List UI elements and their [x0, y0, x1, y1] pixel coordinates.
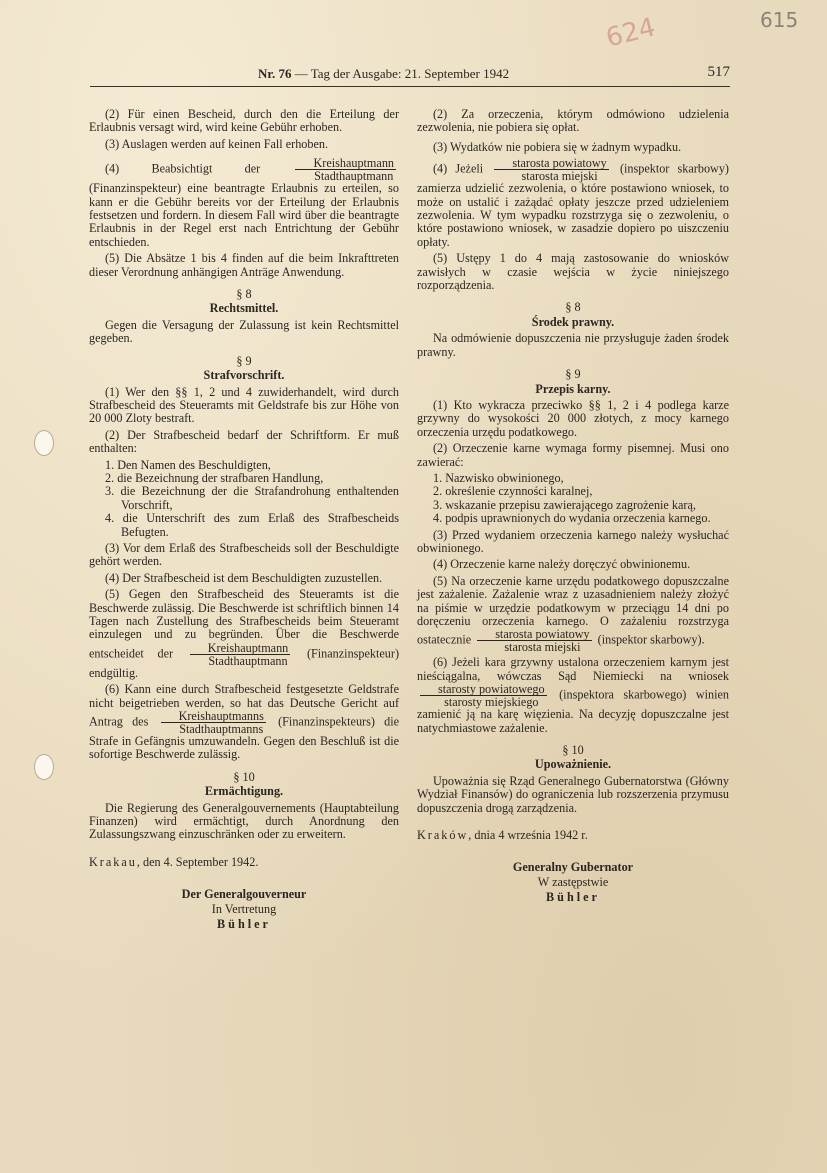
paragraph: (2) Orzeczenie karne wymaga formy pisemnej. Musi ono zawierać:: [417, 441, 729, 469]
issue-line: [258, 66, 509, 82]
list-item: 2. die Bezeichnung der strafbaren Handlung,: [105, 470, 324, 485]
paragraph: (5) Die Absätze 1 bis 4 finden auf die beim Inkrafttreten dieser Verordnung anhängigen Anträge Anwendung.: [89, 251, 399, 279]
text-fragment: (inspektor skarbowy).: [597, 632, 705, 647]
paragraph: (4) Orzeczenie karne należy doręczyć obwinionemu.: [433, 557, 691, 572]
fraction-numerator: starosty powiatowego: [420, 683, 547, 696]
signatory-title: Der Generalgouverneur: [181, 887, 307, 902]
issue-date: — Tag der Ausgabe: 21. September 1942: [294, 66, 510, 81]
text-fragment: (Finanzinspekteurs) die Strafe in Gefängnis umzuwandeln. Gegen den Beschluß ist die sofortige Beschwerde zulässig.: [89, 714, 400, 762]
section-title: Ermächtigung.: [204, 784, 284, 799]
signatory-title: Generalny Gubernator: [512, 860, 634, 875]
paragraph: (3) Auslagen werden auf keinen Fall erhoben.: [105, 136, 329, 151]
section-number: § 8: [236, 287, 252, 302]
fraction: [477, 628, 591, 653]
paragraph: (3) Wydatków nie pobiera się w żadnym wypadku.: [433, 139, 682, 154]
fraction-denominator: Stadthauptmann: [208, 653, 288, 668]
crossed-stamp-number: 624: [603, 12, 659, 54]
paragraph: (1) Wer den §§ 1, 2 und 4 zuwiderhandelt, wird durch Strafbescheid des Steueramts mit Geldstrafe bis zur Höhe von 20 000 Zloty bestraft.: [89, 384, 399, 426]
paragraph: Na odmówienie dopuszczenia nie przysługuje żaden środek prawny.: [417, 331, 729, 359]
signature-block: [89, 887, 399, 932]
pencil-page-number: 615: [760, 8, 799, 32]
list-item: 4. podpis uprawnionych do wydania orzeczenia karnego.: [433, 511, 711, 526]
paragraph: [89, 683, 399, 762]
section-title: Strafvorschrift.: [203, 368, 285, 383]
punch-hole: [34, 430, 54, 456]
section-title: Rechtsmittel.: [209, 301, 279, 316]
signatory-deputy: W zastępstwie: [537, 875, 609, 890]
fraction-numerator: Kreishauptmanns: [161, 710, 266, 723]
section-number: § 10: [562, 743, 584, 758]
fraction-denominator: starosta miejski: [504, 640, 581, 655]
fraction-denominator: starosta miejski: [521, 169, 598, 184]
section-title: Upoważnienie.: [534, 757, 612, 772]
signatory-deputy: In Vertretung: [211, 902, 277, 917]
list-item: 1. Nazwisko obwinionego,: [433, 470, 564, 485]
place-date-line: [89, 856, 399, 869]
fraction: [190, 642, 291, 667]
place-date: , den 4. September 1942.: [136, 854, 259, 869]
place-city: Kraków: [417, 828, 469, 843]
list-item: 2. określenie czynności karalnej,: [433, 484, 593, 499]
text-fragment: (5) Gegen den Strafbescheid des Steueramts ist die Beschwerde zulässig. Die Beschwerde ist schriftlich binnen 14 Tagen nach Zustellung des Strafbescheids beim Steueramt einzulegen und zu begründen. Über die Beschwerde entscheidet der: [89, 587, 399, 661]
text-fragment: (4) Beabsichtigt der: [105, 161, 261, 176]
paragraph: Gegen die Versagung der Zulassung ist kein Rechtsmittel gegeben.: [89, 317, 399, 346]
signatory-name: Bühler: [217, 917, 271, 932]
paragraph: (1) Kto wykracza przeciwko §§ 1, 2 i 4 podlega karze grzywny do wysokości 20 000 złotych, z mocy karnego orzeczenia urzędu podatkowego.: [417, 397, 729, 439]
paragraph: [417, 157, 729, 249]
paragraph: Upoważnia się Rząd Generalnego Gubernatorstwa (Główny Wydział Finansów) do ograniczenia lub rozszerzenia przymusu dopuszczenia drogą zarządzenia.: [417, 773, 729, 815]
fraction-numerator: starosta powiatowy: [477, 628, 591, 641]
text-fragment: (Finanzinspekteur) endgültig.: [89, 646, 400, 680]
fraction-numerator: Kreishauptmann: [190, 642, 291, 655]
place-city: Krakau: [89, 854, 137, 869]
section-number: § 9: [565, 367, 581, 382]
signatory-name: Bühler: [546, 890, 600, 905]
page-number: 517: [707, 64, 730, 80]
list-item: 4. die Unterschrift des zum Erlaß des Strafbescheids Befugten.: [105, 511, 399, 539]
list-item: 3. wskazanie przepisu zawierającego zagrożenie karą,: [433, 497, 696, 512]
fraction-numerator: starosta powiatowy: [494, 157, 608, 170]
paragraph: (5) Ustępy 1 do 4 mają zastosowanie do wniosków zawisłych w czasie wejścia w życie niniejszego rozporządzenia.: [417, 251, 729, 293]
section-title: Środek prawny.: [531, 314, 615, 329]
text-fragment: (Finanzinspekteur) eine beantragte Erlaubnis zu erteilen, so kann er die Gebühr bereits vor der Erteilung der Erlaubnis festsetzen und fordern. In diesem Fall wird über die beantragte Erlaubnis in der Regel erst nach Entrichtung der Gebühr entschieden.: [89, 181, 399, 249]
text-fragment: (inspektora skarbowego) winien zamienić ją na karę więzienia. Na decyzję dopuszczalne jest natychmiastowe zażalenie.: [417, 687, 730, 735]
paragraph: (2) Der Strafbescheid bedarf der Schriftform. Er muß enthalten:: [89, 427, 399, 456]
list-item: 3. die Bezeichnung der die Strafandrohung enthaltenden Vorschrift,: [105, 484, 399, 512]
fraction-denominator: Stadthauptmanns: [179, 722, 264, 737]
signature-block: [417, 860, 729, 905]
section-title: Przepis karny.: [535, 381, 611, 396]
fraction: [494, 157, 608, 182]
paragraph: (2) Für einen Bescheid, durch den die Erteilung der Erlaubnis versagt wird, wird keine Gebühr erhoben.: [89, 107, 399, 135]
paragraph: [89, 588, 399, 680]
text-fragment: (6) Kann eine durch Strafbescheid festgesetzte Geldstrafe nicht beigetrieben werden, so hat das Deutsche Gericht auf Antrag des: [89, 682, 399, 729]
text-fragment: (inspektor skarbowy) zamierza udzielić zezwolenia, o które postawiono wniosek, to może on ustalić i zażądać opłaty jeszcze przed udzieleniem zezwolenia. W tym wypadku rozstrzyga się o zezwoleniu, o które postawiono wniosek, w zasadzie dopiero po uiszczeniu opłaty.: [417, 161, 729, 249]
punch-hole: [34, 754, 54, 780]
fraction-denominator: Stadthauptmann: [314, 169, 394, 184]
text-fragment: (6) Jeżeli kara grzywny ustalona orzeczeniem karnym jest nieściągalna, wówczas Sąd Niemiecki na wniosek: [417, 655, 729, 683]
paragraph: (2) Za orzeczenia, którym odmówiono udzielenia zezwolenia, nie pobiera się opłat.: [417, 107, 729, 135]
paragraph: (3) Vor dem Erlaß des Strafbescheids soll der Beschuldigte gehört werden.: [89, 540, 399, 569]
paragraph: [89, 157, 399, 249]
paragraph: [417, 575, 729, 654]
fraction-numerator: Kreishauptmann: [295, 157, 396, 170]
fraction: [161, 710, 266, 735]
enumeration-list: [105, 459, 399, 539]
polish-column: [417, 108, 729, 905]
enumeration-list: [433, 472, 729, 526]
list-item: 1. Den Namen des Beschuldigten,: [105, 457, 271, 472]
page-header: [90, 66, 730, 87]
text-fragment: (4) Jeżeli: [433, 161, 484, 176]
section-number: § 10: [233, 769, 255, 784]
section-number: § 9: [236, 353, 252, 368]
place-date-line: [417, 829, 729, 842]
place-date: , dnia 4 września 1942 r.: [468, 828, 588, 843]
paragraph: (4) Der Strafbescheid ist dem Beschuldigten zuzustellen.: [105, 570, 383, 585]
german-column: [89, 108, 399, 932]
paragraph: [417, 656, 729, 735]
fraction-denominator: starosty miejskiego: [444, 695, 539, 710]
section-number: § 8: [565, 300, 581, 315]
issue-number: Nr. 76: [258, 66, 292, 81]
paragraph: Die Regierung des Generalgouvernements (Hauptabteilung Finanzen) wird ermächtigt, durch Anordnung den Zulassungszwang einzuschränken oder zu erweitern.: [89, 800, 399, 842]
fraction: [295, 157, 396, 182]
fraction: [420, 683, 547, 708]
text-fragment: (5) Na orzeczenie karne urzędu podatkowego dopuszczalne jest zażalenie. Zażalenie wraz z uzasadnieniem należy złożyć na piśmie w urzędzie podatkowym w przeciągu 14 dni po doręczeniu orzeczenia karnego. O zażaleniu rozstrzyga ostatecznie: [417, 573, 729, 647]
paragraph: (3) Przed wydaniem orzeczenia karnego należy wysłuchać obwinionego.: [417, 527, 729, 555]
